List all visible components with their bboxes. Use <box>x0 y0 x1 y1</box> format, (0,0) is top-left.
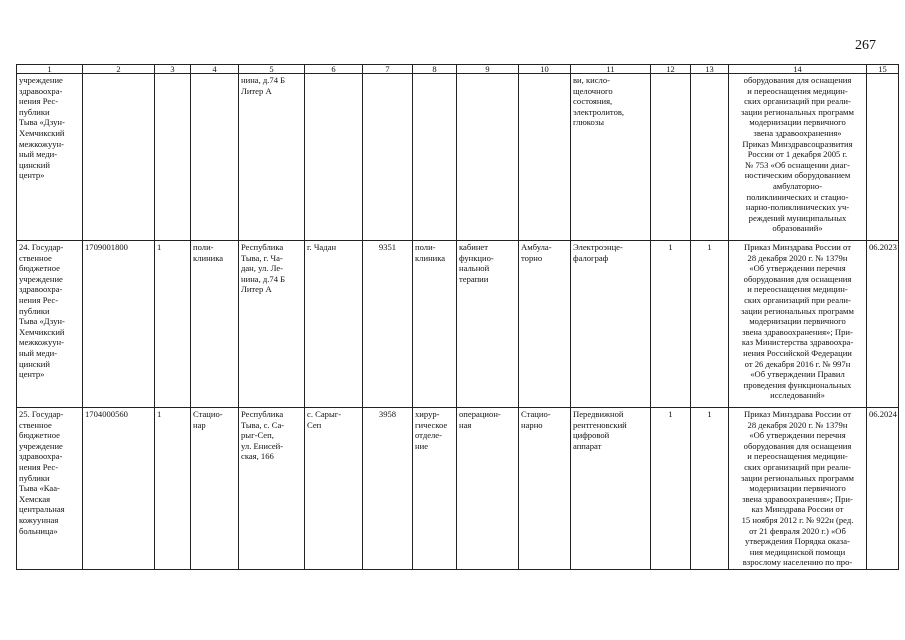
institution-cell: 25. Государ- ственное бюджетное учреждение здравоохра- нения Рес- публики Тыва «Каа- Хемская центральная кожуунная больница» <box>17 408 83 570</box>
cell: Стацио- нарно <box>519 408 571 570</box>
column-header: 12 <box>651 65 691 74</box>
cell <box>519 74 571 241</box>
cell: г. Чадан <box>305 241 363 408</box>
address-cell: нина, д.74 Б Литер А <box>239 74 305 241</box>
table-row <box>17 408 899 570</box>
date-cell: 06.2023 <box>867 241 899 408</box>
cell: с. Сарыг- Сеп <box>305 408 363 570</box>
equipment-cell: Электроэнце- фалограф <box>571 241 651 408</box>
cell: поли- клиника <box>191 241 239 408</box>
cell <box>191 74 239 241</box>
column-header: 4 <box>191 65 239 74</box>
institution-cell: учреждение здравоохра- нения Рес- публики Тыва «Дзун- Хемчикский межкожуун- ный меди- цинский центр» <box>17 74 83 241</box>
cell <box>413 74 457 241</box>
cell: 1 <box>691 241 729 408</box>
cell: поли- клиника <box>413 241 457 408</box>
column-header: 15 <box>867 65 899 74</box>
cell <box>651 74 691 241</box>
page-number: 267 <box>855 38 876 53</box>
column-header: 13 <box>691 65 729 74</box>
cell: 3958 <box>363 408 413 570</box>
cell: 9351 <box>363 241 413 408</box>
column-header: 6 <box>305 65 363 74</box>
regulation-cell: Приказ Минздрава России от 28 декабря 2020 г. № 1379н «Об утверждении перечня оборудования для оснащения и переоснащения медицин- ских организаций при реали- зации региональных программ модернизации первичного звена здравоохранения»; При- каз Минздрава России от 15 ноября 2012 г. № 922н (ред. от 21 февраля 2020 г.) «Об утверждения Порядка оказа- ния медицинской помощи взрослому населению по про- <box>729 408 867 570</box>
column-number-header <box>17 65 899 74</box>
cell <box>457 74 519 241</box>
table-row <box>17 241 899 408</box>
cell <box>691 74 729 241</box>
cell <box>363 74 413 241</box>
regulation-cell: Приказ Минздрава России от 28 декабря 2020 г. № 1379н «Об утверждении перечня оборудования для оснащения и переоснащения медицин- ских организаций при реали- зации региональных программ модернизации первичного звена здравоохранения»; При- каз Министерства здравоохра- нения Российской Федерации от 26 декабря 2016 г. № 997н «Об утверждении Правил проведения функциональных исследований» <box>729 241 867 408</box>
column-header: 9 <box>457 65 519 74</box>
cell: 1 <box>651 241 691 408</box>
equipment-cell: ви, кисло- щелочного состояния, электролитов, глюкозы <box>571 74 651 241</box>
address-cell: Республика Тыва, г. Ча- дан, ул. Ле- нина, д.74 Б Литер А <box>239 241 305 408</box>
date-cell <box>867 74 899 241</box>
equipment-cell: Передвижной рентгеновский цифровой аппарат <box>571 408 651 570</box>
code-cell: 1704000560 <box>83 408 155 570</box>
cell <box>305 74 363 241</box>
column-header: 2 <box>83 65 155 74</box>
cell: кабинет функцио- нальной терапии <box>457 241 519 408</box>
column-header: 14 <box>729 65 867 74</box>
cell: Стацио- нар <box>191 408 239 570</box>
cell: операцион- ная <box>457 408 519 570</box>
cell: Амбула- торно <box>519 241 571 408</box>
column-header: 3 <box>155 65 191 74</box>
cell: 1 <box>155 408 191 570</box>
column-header: 8 <box>413 65 457 74</box>
table-row <box>17 74 899 241</box>
column-header: 1 <box>17 65 83 74</box>
column-header: 11 <box>571 65 651 74</box>
column-header: 10 <box>519 65 571 74</box>
address-cell: Республика Тыва, с. Са- рыг-Сеп, ул. Енисей- ская, 166 <box>239 408 305 570</box>
register-table <box>16 64 899 570</box>
cell: 1 <box>691 408 729 570</box>
cell: хирур- гическое отделе- ние <box>413 408 457 570</box>
code-cell: 1709001800 <box>83 241 155 408</box>
institution-cell: 24. Государ- ственное бюджетное учреждение здравоохра- нения Рес- публики Тыва «Дзун- Хемчикский межкожуун- ный меди- цинский центр» <box>17 241 83 408</box>
column-header: 5 <box>239 65 305 74</box>
code-cell <box>83 74 155 241</box>
date-cell: 06.2024 <box>867 408 899 570</box>
cell <box>155 74 191 241</box>
cell: 1 <box>651 408 691 570</box>
column-header: 7 <box>363 65 413 74</box>
regulation-cell: оборудования для оснащения и переоснащения медицин- ских организаций при реали- зации региональных программ модернизации первичного звена здравоохранения» Приказ Минздравсоцразвития России от 1 декабря 2005 г. № 753 «Об оснащении диаг- ностическим оборудованием амбулаторно- поликлинических и стацио- нарно-поликлинических уч- реждений муниципальных образований» <box>729 74 867 241</box>
cell: 1 <box>155 241 191 408</box>
